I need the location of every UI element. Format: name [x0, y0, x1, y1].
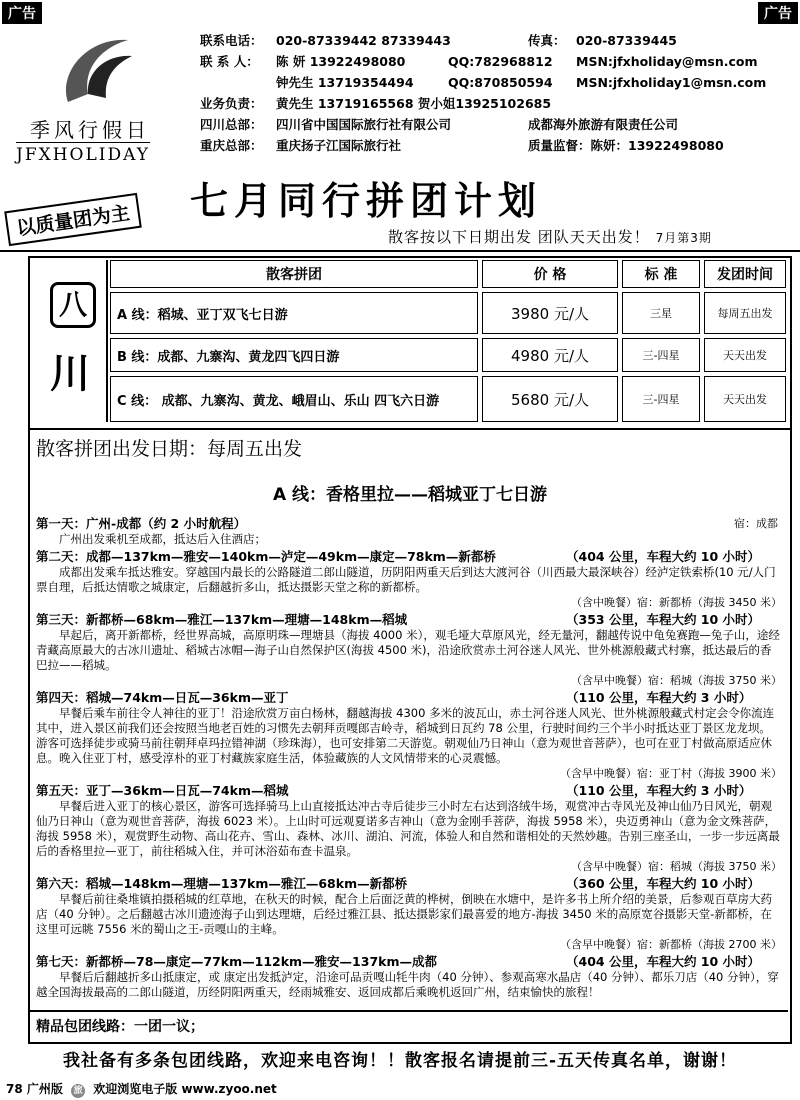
contact-person-1: 陈 妍 13922498080: [276, 54, 406, 69]
header-route: 散客拼团: [110, 260, 478, 288]
website-note: 欢迎浏览电子版 www.zyoo.net: [93, 1082, 277, 1096]
ad-tag-left: 广告: [2, 2, 42, 24]
business-contacts: 黄先生 13719165568 贺小姐13925102685: [276, 96, 552, 111]
edition-name: 广州版: [26, 1082, 63, 1096]
day-title: 第五天：亚丁—36km—日瓦—74km—稻城: [36, 783, 289, 798]
chongqing-hq: 重庆扬子江国际旅行社: [276, 138, 402, 153]
route-price: 3980 元/人: [482, 292, 618, 334]
route-standard: 三-四星: [622, 376, 700, 422]
route-standard: 三-四星: [622, 338, 700, 372]
itinerary-day: [36, 549, 782, 610]
logo-english-name: JFXHOLIDAY: [16, 142, 150, 165]
chengdu-company: 成都海外旅游有限责任公司: [528, 117, 679, 132]
subtitle: [388, 226, 712, 247]
sichuan-hq: 四川省中国国际旅行社有限公司: [276, 117, 452, 132]
day-description: 广州出发乘机至成都，抵达后入住酒店；: [59, 532, 266, 546]
day-description: 早餐后后翻越折多山抵康定，或 康定出发抵泸定，沿途可品贡嘎山牦牛肉（40 分钟）、参观高寒水晶店（40 分钟）、都乐刀店（40 分钟），穿越全国海拔最高的二郎山隧道，历经阴阳两重天，经雨城雅安、返回成都后乘晚机返回广州，结束愉快的旅程！: [36, 970, 779, 999]
table-header: [110, 260, 786, 288]
fax-number: 020-87339445: [576, 33, 677, 48]
day-title: 第七天：新都桥—78—康定—77km—112km—雅安—137km—成都: [36, 954, 437, 969]
route-name: A 线：稻城、亚丁双飞七日游: [110, 292, 478, 334]
day-distance: （353 公里，车程大约 10 小时）: [566, 612, 761, 627]
sichuan-hq-label: 四川总部：: [200, 117, 263, 132]
day-meals: （含早中晚餐）宿：新都桥（海拔 2700 米）: [560, 938, 782, 951]
schedule-section: [28, 430, 792, 1044]
chongqing-hq-label: 重庆总部：: [200, 138, 263, 153]
day-distance: （404 公里，车程大约 10 小时）: [566, 549, 761, 564]
day-title: 第六天：稻城—148km—理塘—137km—雅江—68km—新都桥: [36, 876, 408, 891]
msn-1: MSN:jfxholiday@msn.com: [576, 54, 758, 69]
route-price: 4980 元/人: [482, 338, 618, 372]
route-name: C 线： 成都、九寨沟、黄龙、峨眉山、乐山 四飞六日游: [110, 376, 478, 422]
qq-2: QQ:870850594: [448, 75, 553, 90]
contact-person-label: 联 系 人：: [200, 54, 259, 69]
fax-label: 传真：: [528, 33, 566, 48]
route-standard: 三星: [622, 292, 700, 334]
header-price: 价 格: [482, 260, 618, 288]
page-footer: [6, 1080, 277, 1098]
route-price: 5680 元/人: [482, 376, 618, 422]
itinerary-day: [36, 954, 782, 1000]
contact-person-2: 钟先生 13719354494: [276, 75, 414, 90]
page-number: 78: [6, 1082, 23, 1096]
page-title: 七月同行拼团计划: [190, 179, 543, 223]
table-row: [110, 376, 786, 422]
region-char-2: 川: [50, 351, 90, 397]
route-departure: 每周五出发: [704, 292, 786, 334]
day-description: 早起后，离开新都桥，经世界高城，高原明珠—理塘县（海拔 4000 米），观毛垭大草原风光，经无量河，翻越传说中龟兔赛跑—兔子山，途经青藏高原最大的古冰川遗址、稻城古冰帽—海子山自然保护区(海拔 4500 米)，沿途欣赏赤土河谷迷人风光、世外桃源般藏式村寨，抵达最后的香巴拉——稻城。: [36, 628, 780, 672]
day-distance: （110 公里，车程大约 3 小时）: [566, 783, 752, 798]
day-description: 早餐后前往桑堆镇拍摄稻城的红草地，在秋天的时候，配合上后面泛黄的桦树，倒映在水塘中，是许多书上所介绍的美景，后参观百草房大药店（40 分钟）。之后翻越古冰川遗迹海子山到达理塘，后经过雅江县、抵达摄影家们最喜爱的地方-海拔 3450 米的高原宽谷摄影天堂-新都桥，在这里可远眺 7556 米的蜀山之王-贡嘎山的主峰。: [36, 892, 772, 936]
day-meals: （含早中晚餐）宿：稻城（海拔 3750 米）: [571, 674, 782, 687]
title-band: [0, 168, 800, 248]
day-title: 第三天：新都桥—68km—雅江—137km—理塘—148km—稻城: [36, 612, 408, 627]
slogan-badge: 以质量团为主: [4, 193, 142, 246]
header-standard: 标 准: [622, 260, 700, 288]
contact-info: [200, 30, 792, 156]
day-meals: （含早中晚餐）宿：亚丁村（海拔 3900 米）: [560, 767, 782, 780]
qq-1: QQ:782968812: [448, 54, 553, 69]
edition-label: 7月第3期: [655, 231, 712, 245]
quality-supervision: 质量监督：陈妍：13922498080: [528, 138, 724, 153]
logo-chinese-name: 季风行假日: [30, 118, 150, 142]
ad-tag-right: 广告: [758, 2, 798, 24]
itinerary-day: [36, 612, 782, 688]
day-description: 早餐后乘车前往令人神往的亚丁！沿途欣赏万亩白杨林，翻越海拔 4300 多米的波瓦山，赤土河谷迷人风光、世外桃源般藏式村定会令你流连其中，进入景区前我们还会按照当地老百姓的习惯先去朝拜贡嘎郎吉岭寺，稻城到日瓦约 78 公里，行驶时间约三个半小时抵达亚丁景区龙龙坝。游客可选择徒步或骑马前往朝拜卓玛拉错神湖（珍珠海），也可安排第二天游览。朝观仙乃日神山（意为观世音菩萨），也可在亚丁村做高原适应休息。晚入住亚丁村，感受淳朴的亚丁村藏族家庭生活，体验藏族的人文风情带来的心灵震憾。: [36, 706, 775, 765]
business-label: 业务负责：: [200, 96, 263, 111]
edition-badge-icon: 旅: [71, 1084, 85, 1098]
route-table: [28, 256, 792, 430]
bottom-banner: 我社备有多条包团线路，欢迎来电咨询！！散客报名请提前三-五天传真名单，谢谢！: [62, 1051, 738, 1071]
day-title: 第一天：广州-成都（约 2 小时航程）: [36, 516, 247, 531]
day-distance: （404 公里，车程大约 10 小时）: [566, 954, 761, 969]
itinerary-day: [36, 690, 782, 781]
day-lodging: 宿：成都: [734, 517, 778, 530]
phone-label: 联系电话：: [200, 33, 263, 48]
header: [0, 22, 800, 172]
phone-numbers: 020-87339442 87339443: [276, 33, 451, 48]
day-meals: （含中晚餐）宿：新都桥（海拔 3450 米）: [571, 596, 782, 609]
company-logo: [8, 32, 188, 172]
itinerary-day: [36, 876, 782, 952]
table-row: [110, 338, 786, 372]
divider: [0, 250, 800, 252]
itinerary-day: [36, 516, 782, 547]
header-departure: 发团时间: [704, 260, 786, 288]
region-char-1: 八: [50, 282, 96, 328]
route-departure: 天天出发: [704, 376, 786, 422]
day-description: 成都出发乘车抵达雅安。穿越国内最长的公路隧道二郎山隧道，历阴阳两重天后到达大渡河谷（川西最大最深峡谷）经泸定铁索桥(10 元/人门票自理，后抵达情歌之城康定，后翻越折多山，抵达摄影天堂之称的新都桥。: [36, 565, 776, 594]
region-label: [32, 260, 108, 422]
table-row: [110, 292, 786, 334]
route-departure: 天天出发: [704, 338, 786, 372]
swirl-logo-icon: [58, 32, 138, 110]
day-distance: （360 公里，车程大约 10 小时）: [566, 876, 761, 891]
route-name: B 线：成都、九寨沟、黄龙四飞四日游: [110, 338, 478, 372]
boutique-routes: 精品包团线路：一团一议；: [28, 1010, 788, 1040]
itinerary-day: [36, 783, 782, 874]
msn-2: MSN:jfxholiday1@msn.com: [576, 75, 767, 90]
schedule-heading: 散客拼团出发日期：每周五出发: [36, 438, 303, 460]
day-meals: （含早中晚餐）宿：稻城（海拔 3750 米）: [571, 860, 782, 873]
day-description: 早餐后进入亚丁的核心景区，游客可选择骑马上山直接抵达冲古寺后徒步三小时左右达到洛绒牛场，观赏冲古寺风光及神山仙乃日风光，朝观仙乃日神山（意为观世音菩萨，海拔 6023 米）。上山时可远观夏诺多吉神山（意为金刚手菩萨，海拔 5958 米），央迈勇神山（意为金文殊菩萨，海拔 5958 米），观赏野生动物、高山花卉、雪山、森林、冰川、湖泊、河流，体验人和自然和谐相处的天然妙趣。告别三座圣山，一步一步远离最后的香格里拉—亚丁，前往稻城入住，并可沐浴茹布查卡温泉。: [36, 799, 780, 858]
subtitle-text: 散客按以下日期出发 团队天天出发！: [388, 228, 650, 246]
day-distance: （110 公里，车程大约 3 小时）: [566, 690, 752, 705]
day-title: 第二天：成都—137km—雅安—140km—泸定—49km—康定—78km—新都桥: [36, 549, 496, 564]
day-title: 第四天：稻城—74km—日瓦—36km—亚丁: [36, 690, 289, 705]
itinerary: [36, 516, 782, 1002]
route-title: A 线：香格里拉——稻城亚丁七日游: [272, 485, 548, 505]
